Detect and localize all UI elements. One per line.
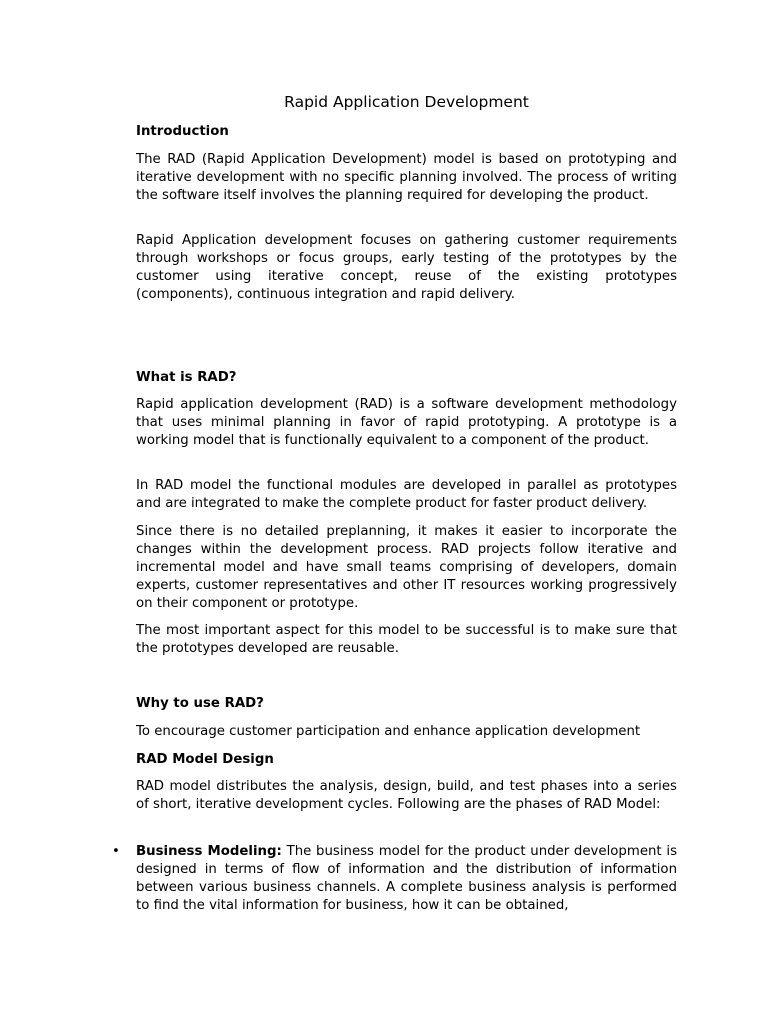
what-is-rad-paragraph-3: Since there is no detailed preplanning, it makes it easier to incorporate the changes within the development process. RAD projects follow iterative and incremental model and have small teams comprising of developers, domain experts, customer representatives and other IT resources working progressively on their component or prototype.	[136, 524, 677, 611]
why-use-rad-heading: Why to use RAD?	[136, 696, 264, 711]
bullet-icon: •	[112, 844, 120, 859]
bullet-term: Business Modeling:	[136, 844, 282, 859]
bullet-text: The business model for the product under development is designed in terms of flow of information and the distribution of information between various business channels. A complete business analysis is performed to find the vital information for business, how it can be obtained,	[136, 844, 677, 913]
model-design-paragraph: RAD model distributes the analysis, design, build, and test phases into a series of short, iterative development cycles. Following are the phases of RAD Model:	[136, 779, 677, 812]
introduction-paragraph-2: Rapid Application development focuses on gathering customer requirements through workshops or focus groups, early testing of the prototypes by the customer using iterative concept, reuse of the existing prototypes (components), continuous integration and rapid delivery.	[136, 233, 677, 302]
what-is-rad-paragraph-2: In RAD model the functional modules are developed in parallel as prototypes and are integrated to make the complete product for faster product delivery.	[136, 478, 677, 511]
introduction-heading: Introduction	[136, 124, 229, 139]
list-item	[112, 843, 677, 915]
introduction-paragraph-1: The RAD (Rapid Application Development) model is based on prototyping and iterative development with no specific planning involved. The process of writing the software itself involves the planning required for developing the product.	[136, 152, 677, 203]
what-is-rad-paragraph-1: Rapid application development (RAD) is a software development methodology that uses minimal planning in favor of rapid prototyping. A prototype is a working model that is functionally equivalent to a component of the product.	[136, 397, 677, 448]
phases-list	[112, 843, 677, 915]
what-is-rad-heading: What is RAD?	[136, 370, 237, 385]
model-design-heading: RAD Model Design	[136, 752, 274, 767]
what-is-rad-paragraph-4: The most important aspect for this model to be successful is to make sure that the prototypes developed are reusable.	[136, 623, 677, 656]
why-use-rad-paragraph: To encourage customer participation and enhance application development	[136, 724, 641, 739]
document-title: Rapid Application Development	[284, 93, 529, 111]
